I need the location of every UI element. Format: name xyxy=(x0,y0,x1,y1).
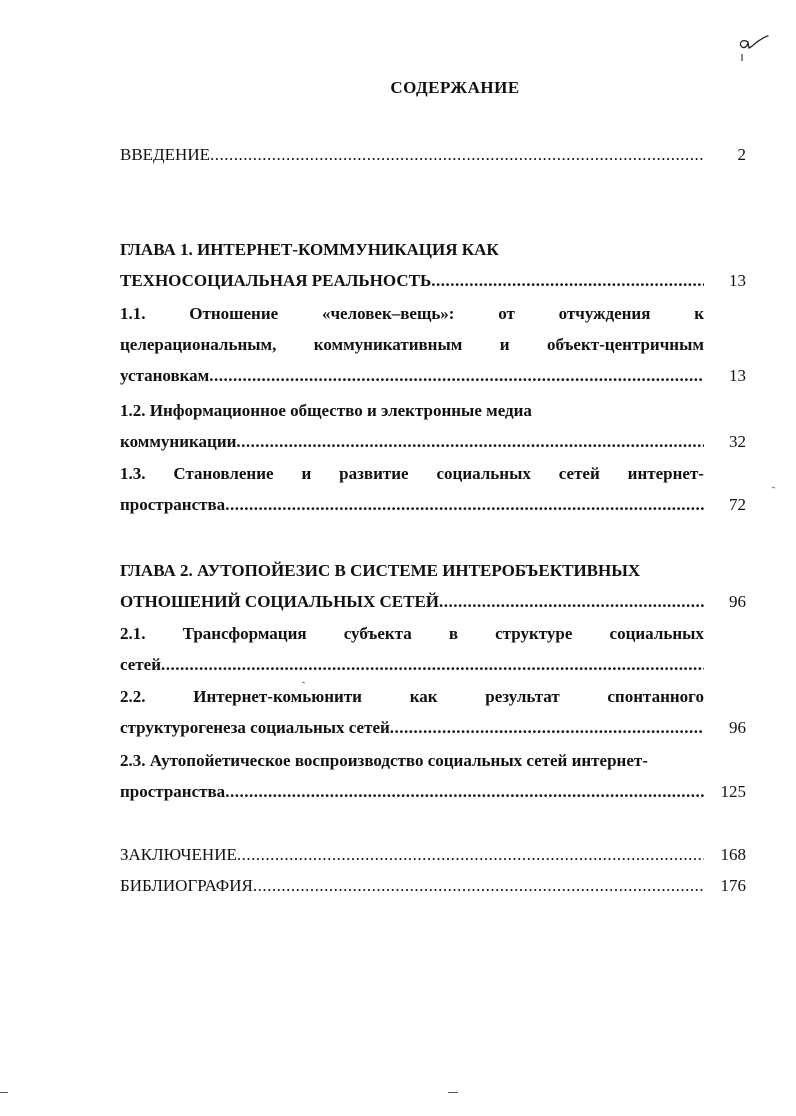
toc-page-number: 96 xyxy=(729,718,746,737)
toc-word: и xyxy=(301,464,312,483)
toc-word: 2.2. xyxy=(120,687,146,706)
toc-word: результат xyxy=(485,687,560,706)
toc-entry-text: структурогенеза социальных сетей xyxy=(120,718,390,737)
toc-entry-text xyxy=(120,618,704,649)
toc-entry-justified-line xyxy=(120,618,704,649)
toc-entry-text: ВВЕДЕНИЕ xyxy=(120,145,210,164)
toc-word: объект-центричным xyxy=(546,335,704,354)
toc-word: отчуждения xyxy=(558,304,651,323)
scan-edge-mark xyxy=(0,1092,8,1093)
toc-entry-text xyxy=(120,298,704,329)
toc-word: 2.1. xyxy=(120,624,146,643)
toc-leader-dots xyxy=(439,586,704,617)
toc-word: «человек–вещь»: xyxy=(321,304,455,323)
toc-leader-dots xyxy=(236,426,704,457)
toc-leader-dots xyxy=(237,839,704,870)
toc-entry-text: 1.2. Информационное общество и электронные медиа xyxy=(120,401,532,420)
toc-word: социальных xyxy=(436,464,531,483)
toc-entry-text: ГЛАВА 1. ИНТЕРНЕТ-КОММУНИКАЦИЯ КАК xyxy=(120,240,499,259)
toc-entry-chapter-2[interactable] xyxy=(120,555,746,617)
toc-entry-text: ЗАКЛЮЧЕНИЕ xyxy=(120,845,237,864)
scan-edge-mark xyxy=(448,1092,458,1093)
toc-entry-justified-line xyxy=(120,298,704,329)
toc-entry-section-2-1[interactable] xyxy=(120,618,746,680)
toc-leader-dots xyxy=(431,265,704,296)
handwritten-page-mark xyxy=(730,30,774,70)
toc-word: развитие xyxy=(339,464,409,483)
toc-page-number: 2 xyxy=(737,145,746,164)
toc-leader-dots xyxy=(210,139,704,170)
toc-entry-bibliography[interactable] xyxy=(120,870,746,901)
toc-word: целерациональным, xyxy=(120,335,277,354)
toc-leader-dots xyxy=(225,776,704,807)
toc-word: субъекта xyxy=(343,624,412,643)
toc-page-number: 13 xyxy=(729,271,746,290)
toc-word: Становление xyxy=(173,464,274,483)
toc-entry-text: установкам xyxy=(120,366,210,385)
toc-entry-justified-line xyxy=(120,329,704,360)
toc-word: в xyxy=(448,624,459,643)
toc-word: 1.3. xyxy=(120,464,146,483)
toc-title: СОДЕРЖАНИЕ xyxy=(390,78,520,97)
toc-entry-section-1-1[interactable] xyxy=(120,298,746,391)
toc-entry-section-2-2[interactable] xyxy=(120,681,746,743)
toc-page-number: 32 xyxy=(729,432,746,451)
toc-leader-dots xyxy=(390,712,704,743)
toc-entry-text xyxy=(120,681,704,712)
toc-word: спонтанного xyxy=(607,687,704,706)
toc-entry-text: коммуникации xyxy=(120,432,237,451)
scan-speck xyxy=(772,487,775,489)
toc-leader-dots xyxy=(209,360,704,391)
toc-entry-text: пространства xyxy=(120,782,226,801)
toc-page-number: 72 xyxy=(729,495,746,514)
toc-entry-section-1-3[interactable] xyxy=(120,458,746,520)
toc-entry-text: ТЕХНОСОЦИАЛЬНАЯ РЕАЛЬНОСТЬ xyxy=(120,271,432,290)
toc-leader-dots xyxy=(225,489,704,520)
toc-leader-dots xyxy=(161,649,704,680)
toc-entry-text xyxy=(120,458,704,489)
toc-entry-text: пространства xyxy=(120,495,226,514)
toc-entry-section-2-3[interactable] xyxy=(120,745,746,807)
toc-word: интернет- xyxy=(627,464,704,483)
toc-word: Интернет-комьюнити xyxy=(193,687,362,706)
toc-entry-text: БИБЛИОГРАФИЯ xyxy=(120,876,253,895)
toc-page-number: 168 xyxy=(720,845,746,864)
toc-word: Трансформация xyxy=(182,624,307,643)
toc-word: как xyxy=(409,687,438,706)
toc-leader-dots xyxy=(253,870,704,901)
toc-word: к xyxy=(694,304,704,323)
toc-word: 1.1. xyxy=(120,304,146,323)
toc-word: Отношение xyxy=(189,304,279,323)
toc-word: социальных xyxy=(609,624,704,643)
toc-page-number: 13 xyxy=(729,366,746,385)
toc-entry-text: сетей xyxy=(120,655,161,674)
toc-entry-text: 2.3. Аутопойетическое воспроизводство социальных сетей интернет- xyxy=(120,751,648,770)
toc-entry-justified-line xyxy=(120,681,704,712)
toc-entry-introduction[interactable] xyxy=(120,139,746,170)
toc-entry-text: ГЛАВА 2. АУТОПОЙЕЗИС В СИСТЕМЕ ИНТЕРОБЪЕКТИВНЫХ xyxy=(120,561,641,580)
toc-entry-chapter-1[interactable] xyxy=(120,234,746,296)
toc-page-number: 125 xyxy=(720,782,746,801)
toc-word: сетей xyxy=(558,464,600,483)
toc-entry-justified-line xyxy=(120,458,704,489)
toc-page-number: 176 xyxy=(720,876,746,895)
toc-entry-conclusion[interactable] xyxy=(120,839,746,870)
toc-word: от xyxy=(498,304,515,323)
toc-entry-text: ОТНОШЕНИЙ СОЦИАЛЬНЫХ СЕТЕЙ xyxy=(120,592,440,611)
toc-page-number: 96 xyxy=(729,592,746,611)
toc-word: коммуникативным xyxy=(313,335,463,354)
toc-word: и xyxy=(499,335,510,354)
toc-entry-text xyxy=(120,329,704,360)
toc-word: структуре xyxy=(495,624,573,643)
toc-entry-section-1-2[interactable] xyxy=(120,395,746,457)
